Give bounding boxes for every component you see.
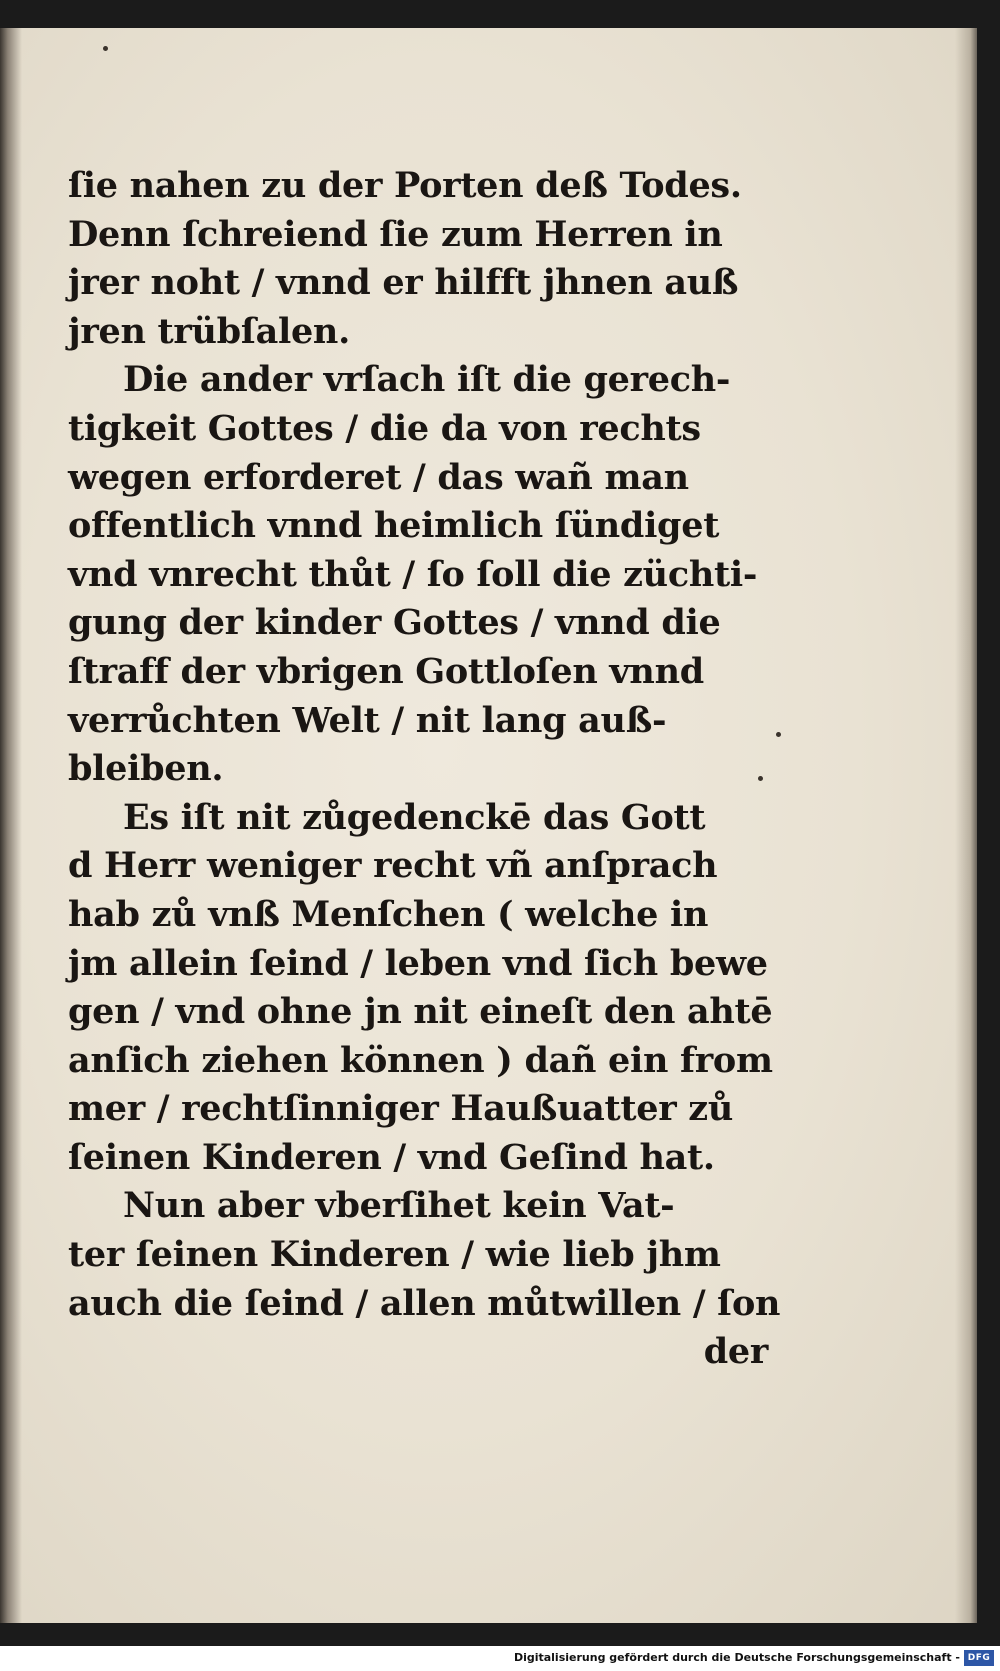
page-binding-shadow: [0, 28, 22, 1623]
text-line: mer / rechtſinniger Haußuatter zů: [68, 1088, 733, 1130]
text-line: bleiben.: [68, 748, 224, 790]
text-line: vnd vnrecht thůt / ſo ſoll die züchti-: [68, 553, 758, 595]
text-line: d Herr weniger recht vñ anſprach: [68, 845, 718, 887]
text-line-paragraph-start: Nun aber vberſihet kein Vat-: [123, 1185, 675, 1227]
text-line: ſeinen Kinderen / vnd Geſind hat.: [68, 1136, 715, 1178]
text-line-paragraph-start: Es iſt nit zůgedenckē das Gott: [123, 796, 706, 838]
text-line: ſie nahen zu der Porten deß Todes.: [68, 165, 742, 206]
text-line: ſtraff der vbrigen Gottloſen vnnd: [68, 650, 704, 692]
text-line: jren trübſalen.: [68, 310, 350, 352]
text-line: jrer noht / vnnd er hilfft jhnen auß: [68, 262, 739, 304]
text-line: wegen erforderet / das wañ man: [68, 456, 689, 498]
catchword: der: [703, 1331, 768, 1373]
text-line-paragraph-start: Die ander vrſach iſt die gerech-: [123, 359, 731, 401]
text-line: jm allein ſeind / leben vnd ſich bewe: [68, 942, 768, 984]
dfg-logo: DFG: [964, 1650, 994, 1666]
ink-speck: [103, 46, 108, 51]
text-line: Denn ſchreiend ſie zum Herren in: [68, 213, 723, 255]
footer-credit: Digitalisierung gefördert durch die Deutsche Forschungsgemeinschaft -: [513, 1651, 960, 1664]
text-line: gen / vnd ohne jn nit eineſt den ahtē: [68, 991, 773, 1033]
text-line: offentlich vnnd heimlich ſündiget: [68, 505, 720, 547]
footer-bar: [0, 1646, 1000, 1671]
page-fore-edge: [955, 28, 977, 1623]
ink-speck: [758, 776, 763, 781]
text-line: hab zů vnß Menſchen ( welche in: [68, 893, 709, 935]
text-line: auch die ſeind / allen můtwillen / ſon: [68, 1282, 781, 1324]
text-line: tigkeit Gottes / die da von rechts: [68, 407, 701, 449]
text-line: ter ſeinen Kinderen / wie lieb jhm: [68, 1234, 721, 1276]
text-line: anſich ziehen können ) dañ ein from: [68, 1039, 773, 1081]
text-line: verrůchten Welt / nit lang auß-: [68, 699, 667, 741]
ink-speck: [776, 732, 781, 737]
page-text-block: [68, 162, 781, 1377]
text-line: gung der kinder Gottes / vnnd die: [68, 602, 721, 644]
